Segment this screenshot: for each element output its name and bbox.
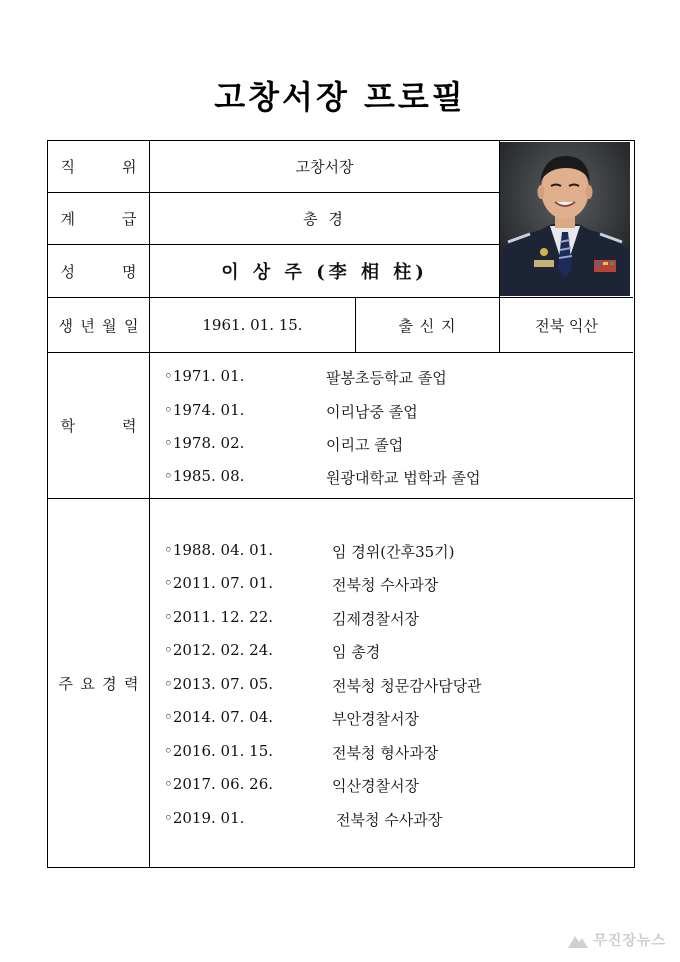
education-label: 학 력	[60, 417, 137, 435]
page-title: 고창서장 프로필	[214, 78, 466, 116]
watermark-logo: 무진장뉴스	[567, 930, 666, 950]
position-label: 직 위	[60, 158, 137, 176]
birth-label: 생 년 월 일	[58, 316, 139, 335]
profile-table: 직 위 고창서장 계 급 총 경 성 명 이 상 주 (李 相 柱) 생 년 월 일 1961. 01. 15. 출 신 지 전북 익산 학 력 ◦1971. 01. 팔봉초등학교 졸업 ◦1974. 01. 이리남중 졸업 ◦1978. 02. 이리고 졸업 ◦1985. 08. 원광대학교 법학과 졸업 주 요 경 력 ◦1988. 04. 01. 임 경위(간후35기) ◦2011. 07. 01. 전북청 수사과장 ◦2011. 12. 22. 김제경찰서장 ◦2012. 02. 24. 임 총경 ◦2013. 07. 05. 전북청 청문감사담당관 ◦2014. 07. 04. 부안경찰서장 ◦2016. 01. 15. 전북청 형사과장 ◦2017. 06. 26. 익산경찰서장 ◦2019. 01. 전북청 수사과장	[47, 140, 635, 868]
name-label: 성 명	[60, 262, 137, 281]
position-value: 고창서장	[295, 158, 354, 176]
hometown-label: 출 신 지	[398, 316, 457, 335]
hometown-value: 전북 익산	[535, 316, 598, 335]
profile-photo	[500, 142, 630, 296]
name-value: 이 상 주 (李 相 柱)	[221, 262, 428, 283]
mountain-icon	[567, 931, 589, 949]
career-label: 주 요 경 력	[58, 674, 139, 693]
rank-label: 계 급	[60, 210, 137, 228]
rank-value: 총 경	[303, 210, 346, 228]
birthdate-value: 1961. 01. 15.	[202, 316, 303, 334]
